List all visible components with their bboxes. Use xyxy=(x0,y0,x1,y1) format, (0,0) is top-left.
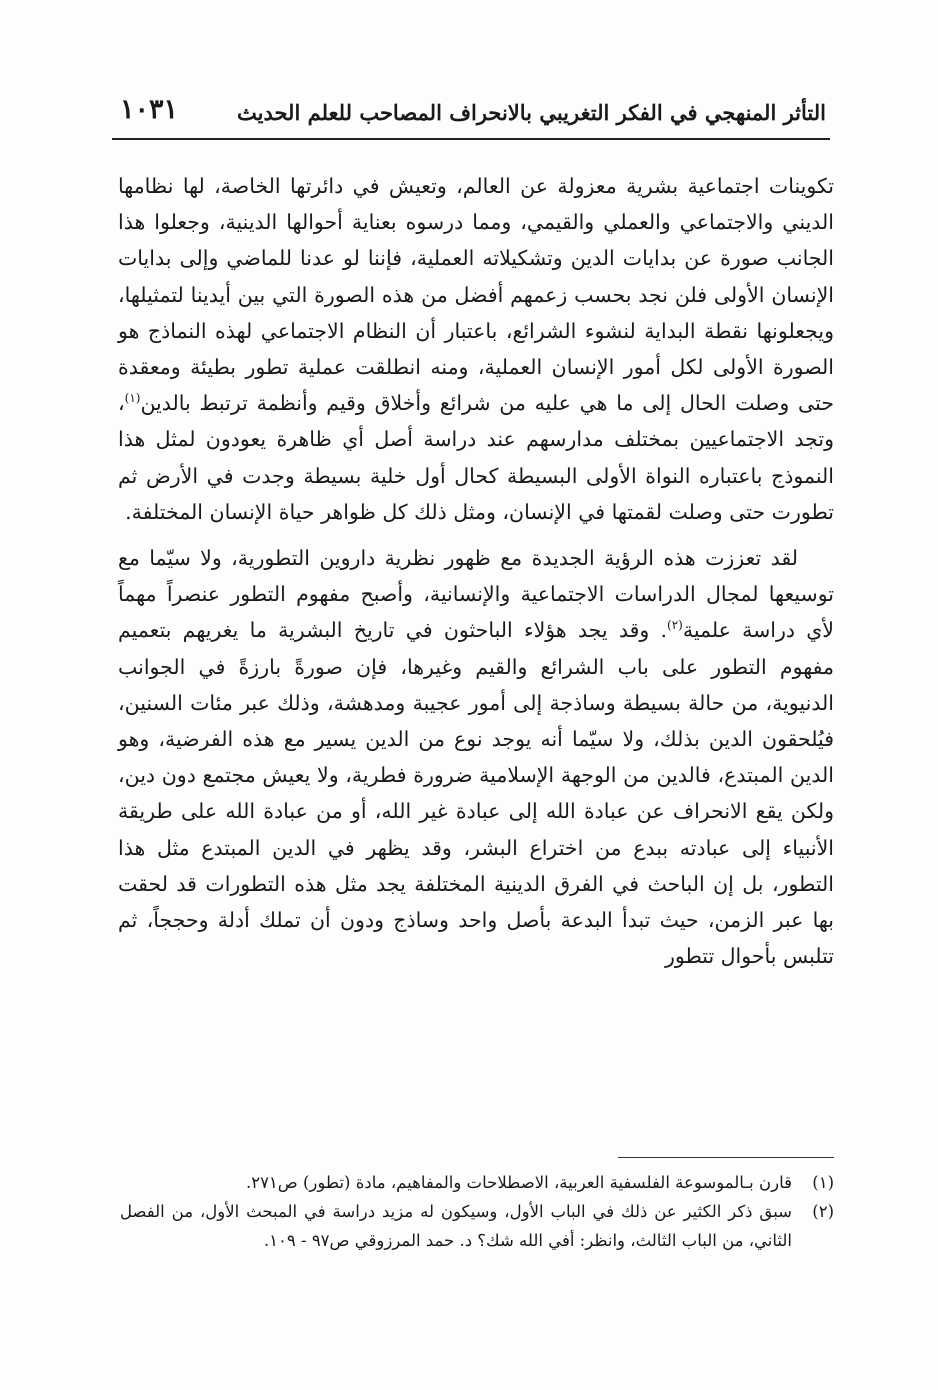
footnotes xyxy=(120,1168,834,1255)
footnote-text: سبق ذكر الكثير عن ذلك في الباب الأول، وسيكون له مزيد دراسة في المبحث الأول، من الفصل الثاني، من الباب الثالث، وانظر: أفي الله شك؟ د. حمد المرزوقي ص٩٧ - ١٠٩. xyxy=(120,1202,792,1250)
footnote-text: قارن بـالموسوعة الفلسفية العربية، الاصطلاحات والمفاهيم، مادة (تطور) ص٢٧١. xyxy=(245,1173,792,1192)
paragraph-1-text: تكوينات اجتماعية بشرية معزولة عن العالم، وتعيش في دائرتها الخاصة، لها نظامها الديني والاجتماعي والعملي والقيمي، ومما درسوه بعناية أحوالها الدينية، وجعلوا هذا الجانب صورة عن بدايات الدين وتشكيلاته العملية، فإننا لو عدنا للماضي وإلى بدايات الإنسان الأولى فلن نجد بحسب زعمهم أفضل من هذه الصورة التي بين أيدينا لتمثيلها، ويجعلونها نقطة البداية لنشوء الشرائع، باعتبار أن النظام الاجتماعي لهذه النماذج هو الصورة الأولى لكل أمور الإنسان العملية، ومنه انطلقت عملية تطور بطيئة ومعقدة حتى وصلت الحال إلى ما هي عليه من شرائع وأخلاق وقيم وأنظمة ترتبط بالدين xyxy=(118,174,834,416)
footnote-rule xyxy=(618,1157,834,1158)
page-header xyxy=(120,92,826,136)
footnote-1 xyxy=(120,1168,834,1197)
page-number: ١٠٣١ xyxy=(120,94,179,125)
paragraph-2-text: لقد تعززت هذه الرؤية الجديدة مع ظهور نظرية داروين التطورية، ولا سيّما مع توسيعها لمجال الدراسات الاجتماعية والإنسانية، وأصبح مفهوم التطور عنصراً مهماً لأي دراسة علمية xyxy=(118,546,834,643)
main-text xyxy=(118,168,834,974)
header-rule xyxy=(112,138,830,140)
paragraph-1 xyxy=(118,168,834,530)
footnote-2 xyxy=(120,1197,834,1255)
paragraph-2 xyxy=(118,540,834,974)
footnote-marker-1: (١) xyxy=(124,391,141,406)
paragraph-2-continuation: . وقد يجد هؤلاء الباحثون في تاريخ البشرية ما يغريهم بتعميم مفهوم التطور على باب الشرائع والقيم وغيرها، فإن صورةً بارزةً في الجوانب الدنيوية، من حالة بسيطة وساذجة إلى أمور عجيبة ومدهشة، وذلك عبر مئات السنين، فيُلحقون الدين بذلك، ولا سيّما أنه يوجد نوع من الدين يسير مع هذه الفرضية، وهو الدين المبتدع، فالدين من الوجهة الإسلامية ضرورة فطرية، ولا يعيش مجتمع دون دين، ولكن يقع الانحراف عن عبادة الله إلى عبادة غير الله، أو من عبادة الله على طريقة الأنبياء إلى عبادته ببدع من اختراع البشر، وقد يظهر في الدين المبتدع مثل هذا التطور، بل إن الباحث في الفرق الدينية المختلفة يجد مثل هذه التطورات قد لحقت بها عبر الزمن، حيث تبدأ البدعة بأصل واحد وساذج ودون أن تملك أدلة وحججاً، ثم تتلبس بأحوال تتطور xyxy=(118,618,834,969)
paragraph-1-continuation: ، وتجد الاجتماعيين بمختلف مدارسهم عند دراسة أصل أي ظاهرة يعودون لمثل هذا النموذج باعتباره النواة الأولى البسيطة كحال أول خلية بسيطة وجدت في الأرض ثم تطورت حتى وصلت لقمتها في الإنسان، ومثل ذلك كل ظواهر حياة الإنسان المختلفة. xyxy=(118,391,834,524)
footnote-number: (١) xyxy=(812,1173,834,1192)
footnote-marker-2: (٢) xyxy=(667,618,683,633)
running-title: التأثر المنهجي في الفكر التغريبي بالانحراف المصاحب للعلم الحديث xyxy=(237,100,826,125)
footnote-number: (٢) xyxy=(812,1202,834,1221)
